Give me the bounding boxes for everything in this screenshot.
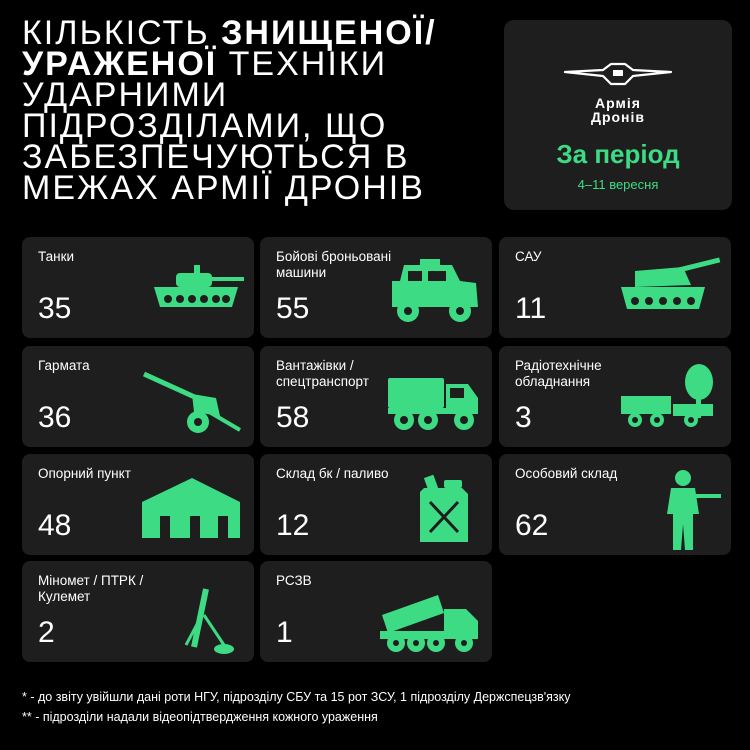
tent-icon	[136, 468, 246, 548]
period-dates: 4–11 вересня	[577, 177, 659, 192]
rocket-launcher-icon	[374, 575, 484, 659]
armored-vehicle-icon	[384, 251, 484, 331]
card-label: Танки	[38, 249, 75, 264]
jerrycan-icon	[404, 468, 484, 548]
truck-icon	[384, 360, 484, 440]
soldier-icon	[653, 468, 723, 552]
card-count: 35	[38, 292, 72, 325]
page-title	[22, 14, 492, 207]
card-label: Гармата	[38, 358, 90, 373]
period-card	[504, 20, 732, 210]
self-propelled-gun-icon	[613, 251, 723, 326]
card-count: 2	[38, 616, 55, 649]
title-highlight: ЗНИЩЕНОЇ/ УРАЖЕНОЇ	[22, 14, 437, 83]
card-label: Особовий склад	[515, 466, 618, 481]
card-label: Вантажівки / спецтранспорт	[276, 358, 369, 389]
card-count: 36	[38, 401, 72, 434]
stat-card-gun	[22, 346, 254, 447]
footnote-2: ** - підрозділи надали відеопідтвердження кожного ураження	[22, 710, 378, 724]
brand-name	[504, 96, 732, 124]
stat-card-tanks	[22, 237, 254, 338]
card-count: 55	[276, 292, 310, 325]
stat-card-mortar	[22, 561, 254, 662]
card-label: САУ	[515, 249, 542, 264]
footnotes	[22, 687, 570, 727]
card-count: 12	[276, 509, 310, 542]
brand-line-2: Дронів	[590, 109, 646, 125]
stat-card-trucks	[260, 346, 492, 447]
stat-card-armored	[260, 237, 492, 338]
card-count: 62	[515, 509, 549, 542]
card-label: Міномет / ПТРК /Кулемет	[38, 573, 144, 604]
stat-card-mlrs	[260, 561, 492, 662]
stat-card-spg	[499, 237, 731, 338]
title-part-1: КІЛЬКІСТЬ	[22, 14, 210, 52]
title-part-2: ТЕХНІКИ УДАРНИМИ ПІДРОЗДІЛАМИ, ЩО ЗАБЕЗПЕЧУЮТЬСЯ В МЕЖАХ АРМІЇ ДРОНІВ	[22, 45, 425, 207]
mortar-icon	[176, 575, 246, 659]
card-label: Бойові броньовані машини	[276, 249, 392, 280]
card-count: 11	[515, 292, 547, 325]
radar-equipment-icon	[613, 360, 723, 440]
stat-card-radar	[499, 346, 731, 447]
stat-card-stronghold	[22, 454, 254, 555]
card-label: Склад бк / паливо	[276, 466, 389, 481]
tank-icon	[146, 251, 246, 326]
card-count: 58	[276, 401, 310, 434]
card-label: Опорний пункт	[38, 466, 131, 481]
card-count: 48	[38, 509, 72, 542]
card-count: 3	[515, 401, 532, 434]
card-label: РСЗВ	[276, 573, 312, 588]
brand-line-1: Армія	[595, 95, 641, 111]
footnote-1: * - до звіту увійшли дані роти НГУ, підрозділу СБУ та 15 рот ЗСУ, 1 підрозділу Держспецзв'язку	[22, 690, 571, 704]
period-title: За період	[556, 139, 680, 169]
howitzer-icon	[136, 360, 246, 440]
card-label: Радіотехнічне обладнання	[515, 358, 602, 389]
drone-logo-icon	[563, 60, 673, 92]
card-count: 1	[276, 616, 293, 649]
stat-card-depot	[260, 454, 492, 555]
stat-card-personnel	[499, 454, 731, 555]
